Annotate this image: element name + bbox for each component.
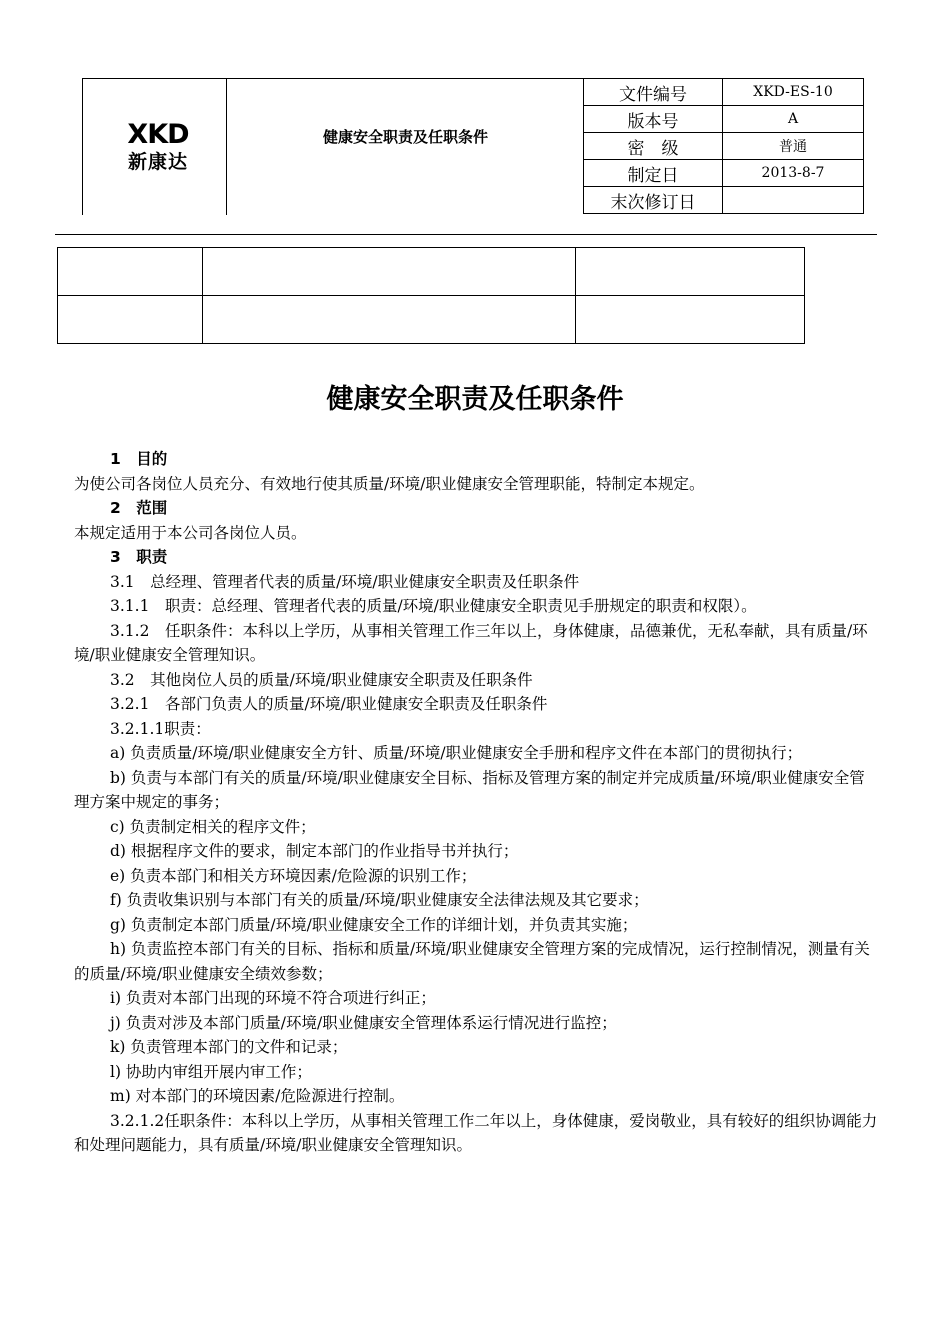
list-item: m) 对本部门的环境因素/危险源进行控制。 [110, 1087, 405, 1105]
meta-row [584, 79, 864, 106]
meta-row [584, 133, 864, 160]
meta-row [584, 106, 864, 133]
list-item: l) 协助内审组开展内审工作； [110, 1062, 312, 1081]
list-item: h) 负责监控本部门有关的目标、指标和质量/环境/职业健康安全管理方案的完成情况，运行控制情况，测量有关的质量/环境/职业健康安全绩效参数； [74, 940, 870, 983]
paragraph: 3.1.1 职责：总经理、管理者代表的质量/环境/职业健康安全职责见手册规定的职责和权限）。 [110, 597, 757, 615]
meta-value [723, 187, 864, 214]
blank-table [57, 247, 805, 344]
meta-value: 2013-8-7 [723, 160, 864, 187]
paragraph: 3.1 总经理、管理者代表的质量/环境/职业健康安全职责及任职条件 [110, 572, 580, 591]
list-item: k) 负责管理本部门的文件和记录； [110, 1038, 348, 1056]
meta-label: 版本号 [584, 106, 723, 133]
list-item: i) 负责对本部门出现的环境不符合项进行纠正； [110, 989, 436, 1007]
paragraph: 3.2 其他岗位人员的质量/环境/职业健康安全职责及任职条件 [110, 670, 533, 689]
meta-label: 密 级 [584, 133, 723, 160]
page-title: 健康安全职责及任职条件 [326, 384, 624, 415]
document-body [74, 447, 878, 1158]
meta-label: 制定日 [584, 160, 723, 187]
meta-value: XKD-ES-10 [723, 79, 864, 106]
meta-value: A [723, 106, 864, 133]
list-item: d) 根据程序文件的要求，制定本部门的作业指导书并执行； [110, 842, 519, 860]
blank-row [58, 296, 805, 344]
blank-cell [203, 248, 576, 296]
meta-label: 文件编号 [584, 79, 723, 106]
blank-row [58, 248, 805, 296]
paragraph: 3.2.1.2任职条件：本科以上学历，从事相关管理工作二年以上，身体健康，爱岗敬业，具有较好的组织协调能力和处理问题能力，具有质量/环境/职业健康安全管理知识。 [74, 1111, 878, 1154]
list-item: e) 负责本部门和相关方环境因素/危险源的识别工作； [110, 866, 477, 885]
header-divider [226, 78, 227, 215]
header-left-border [82, 78, 83, 215]
list-item: f) 负责收集识别与本部门有关的质量/环境/职业健康安全法律法规及其它要求； [110, 891, 649, 909]
section-heading: 2 范围 [110, 499, 168, 517]
header-rule [55, 234, 877, 235]
meta-row [584, 187, 864, 214]
section-heading: 1 目的 [110, 450, 168, 468]
section-heading: 3 职责 [110, 548, 168, 566]
header-doc-title: 健康安全职责及任职条件 [322, 128, 488, 146]
meta-label: 末次修订日 [584, 187, 723, 214]
company-logo [108, 120, 208, 180]
blank-cell [576, 296, 805, 344]
list-item: a) 负责质量/环境/职业健康安全方针、质量/环境/职业健康安全手册和程序文件在本部门的贯彻执行； [110, 744, 803, 762]
list-item: g) 负责制定本部门质量/环境/职业健康安全工作的详细计划，并负责其实施； [110, 915, 638, 934]
list-item: c) 负责制定相关的程序文件； [110, 817, 316, 836]
logo-latin: XKD [127, 119, 189, 150]
blank-cell [58, 248, 203, 296]
list-item: b) 负责与本部门有关的质量/环境/职业健康安全目标、指标及管理方案的制定并完成质量/环境/职业健康安全管理方案中规定的事务； [74, 768, 865, 811]
paragraph: 本规定适用于本公司各岗位人员。 [74, 523, 307, 542]
paragraph: 3.2.1 各部门负责人的质量/环境/职业健康安全职责及任职条件 [110, 695, 548, 713]
paragraph: 为使公司各岗位人员充分、有效地行使其质量/环境/职业健康安全管理职能，特制定本规定。 [74, 474, 705, 493]
blank-cell [203, 296, 576, 344]
paragraph: 3.2.1.1职责： [110, 719, 211, 738]
document-meta-table [583, 78, 864, 214]
list-item: j) 负责对涉及本部门质量/环境/职业健康安全管理体系运行情况进行监控； [110, 1013, 617, 1032]
blank-cell [58, 296, 203, 344]
meta-value: 普通 [723, 133, 864, 160]
meta-row [584, 160, 864, 187]
blank-cell [576, 248, 805, 296]
paragraph: 3.1.2 任职条件：本科以上学历，从事相关管理工作三年以上，身体健康，品德兼优，无私奉献，具有质量/环境/职业健康安全管理知识。 [74, 621, 868, 664]
logo-chinese: 新康达 [127, 151, 188, 173]
